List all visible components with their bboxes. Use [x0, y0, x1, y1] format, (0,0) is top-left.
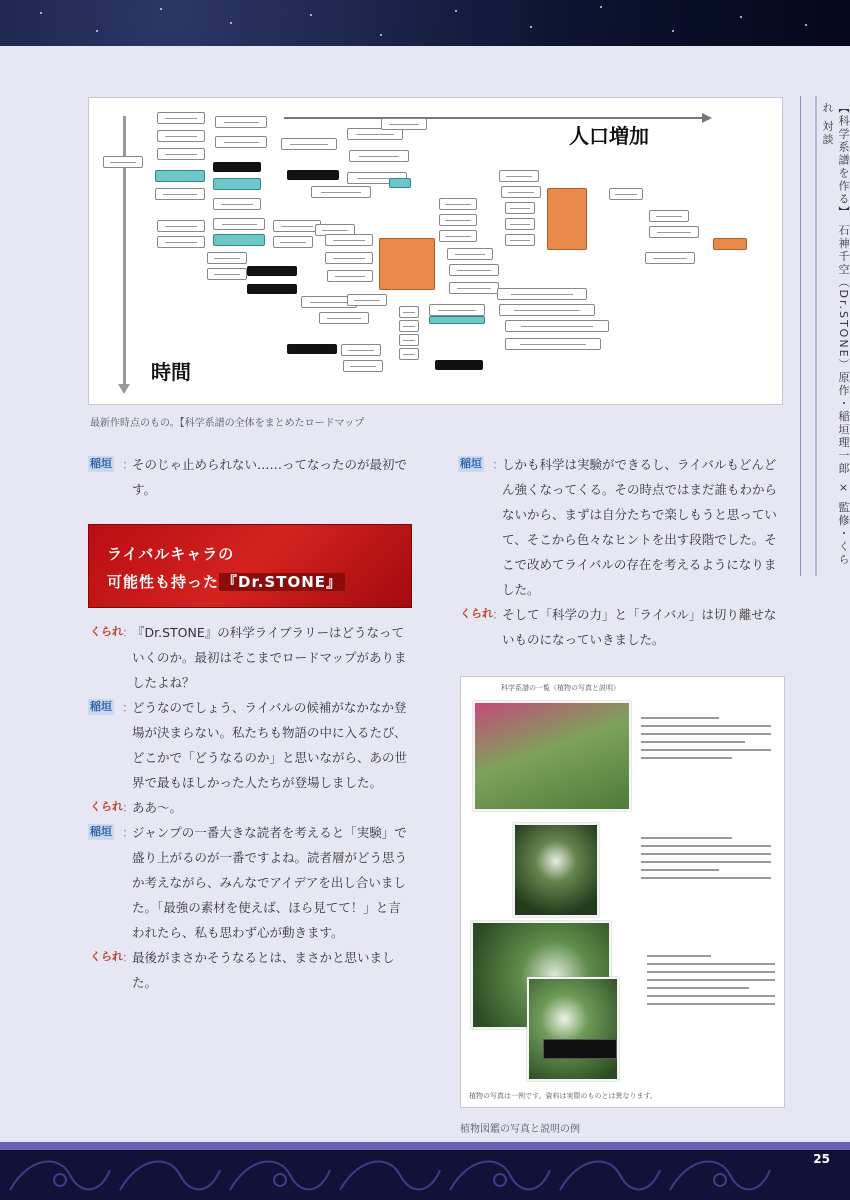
dialog-line: 稲垣 ： そのじゃ止められない……ってなったのが最初です。	[90, 457, 408, 497]
map-node	[505, 338, 601, 350]
dialog-left-top	[88, 452, 412, 502]
footer-band	[0, 1142, 850, 1200]
roadmap-figure	[88, 97, 783, 405]
vertical-side-tab	[800, 96, 850, 576]
vertical-tab-text: 【科学系譜を作る】 石神千空（Dr.STONE）原作・稲垣理一郎 × 監修・くられ 対談	[819, 102, 850, 576]
map-node	[447, 248, 493, 260]
speaker-label: くられ	[90, 950, 123, 963]
map-node	[381, 118, 427, 130]
map-node	[439, 214, 477, 226]
map-node	[213, 198, 261, 210]
heading-line-2	[107, 571, 345, 592]
map-node	[501, 186, 541, 198]
map-node	[311, 186, 371, 198]
dialog-left-bottom	[88, 620, 412, 995]
map-node	[213, 218, 265, 230]
map-node	[439, 230, 477, 242]
map-node	[449, 264, 499, 276]
dialog-line: 稲垣 ： しかも科学は実験ができるし、ライバルもどんどん強くなってくる。その時点ではまだ誰もわからないから、まずは自分たちで楽しもうと思っていて、そこから色々なヒントを出す段階でした。そこで改めてライバルの存在を考えるようになりました。	[460, 457, 778, 597]
map-node	[499, 170, 539, 182]
dialog-text: どうなのでしょう、ライバルの候補がなかなか登場が決まらない。私たちも物語の中に入るたび、どこかで「どうなるのか」と思いながら、あの世界で最もほしかった人たちが登場しました。	[132, 700, 408, 790]
map-node	[399, 334, 419, 346]
map-node	[103, 156, 143, 168]
dialog-right	[458, 452, 784, 652]
speaker-label: 稲垣	[90, 700, 112, 713]
dialog-line: 稲垣 ： ジャンプの一番大きな読者を考えると「実験」で盛り上がるのが一番ですよね。読者層がどう思うか考えながら、みんなでアイデアを出し合いました。「最強の素材を使えば、ほら見てて！」と言われたら、私も思わず心が動きます。	[90, 825, 408, 940]
map-node	[645, 252, 695, 264]
dialog-line: くられ ： そして「科学の力」と「ライバル」は切り離せないものになっていきました。	[460, 607, 777, 647]
description-text-block	[641, 837, 771, 885]
map-node	[499, 304, 595, 316]
map-node	[327, 270, 373, 282]
map-node-highlight	[213, 178, 261, 190]
map-node	[497, 288, 587, 300]
dialog-text: しかも科学は実験ができるし、ライバルもどんどん強くなってくる。その時点ではまだ誰もわからないから、まずは自分たちで楽しもうと思っていて、そこから色々なヒントを出す段階でした。そこで改めてライバルの存在を考えるようになりました。	[502, 457, 778, 597]
heading-line-1: ライバルキャラの	[107, 545, 235, 563]
speaker-label: 稲垣	[90, 825, 112, 838]
speaker-label: くられ	[90, 800, 123, 813]
population-axis-arrow	[284, 117, 704, 119]
map-node	[325, 252, 373, 264]
map-node-dark	[213, 162, 261, 172]
speaker-label: 稲垣	[460, 457, 482, 470]
map-node	[207, 268, 247, 280]
map-node	[505, 234, 535, 246]
map-node	[273, 236, 313, 248]
map-node	[215, 136, 267, 148]
photo-box-footnote: 植物の写真は一例です。資料は実際のものとは異なります。	[469, 1092, 657, 1100]
map-node-highlight	[155, 170, 205, 182]
map-node	[399, 320, 419, 332]
map-node	[155, 188, 205, 200]
speaker-label: くられ	[460, 607, 493, 620]
population-axis-label: 人口増加	[569, 124, 649, 148]
map-node	[273, 220, 321, 232]
map-node-major	[547, 188, 587, 250]
plant-photo	[473, 701, 631, 811]
dialog-text: ジャンプの一番大きな読者を考えると「実験」で盛り上がるのが一番ですよね。読者層がどう思うか考えながら、みんなでアイデアを出し合いました。「最強の素材を使えば、ほら見てて！」と言われたら、私も思わず心が動きます。	[132, 825, 408, 940]
speaker-label: 稲垣	[90, 457, 112, 470]
map-node-dark	[287, 170, 339, 180]
photo-box-title: 科学系譜の一覧（植物の写真と説明）	[501, 684, 620, 692]
plant-photo	[527, 977, 619, 1081]
map-node	[429, 304, 485, 316]
map-node-dark	[247, 266, 297, 276]
map-node	[449, 282, 499, 294]
dialog-text: そして「科学の力」と「ライバル」は切り離せないものになっていきました。	[502, 607, 777, 647]
map-node-dark	[435, 360, 483, 370]
map-node	[157, 236, 205, 248]
dialog-line: くられ ： ああ〜。	[90, 800, 183, 815]
section-heading	[88, 524, 412, 608]
dialog-line: くられ ： 最後がまさかそうなるとは、まさかと思いました。	[90, 950, 395, 990]
photo-caption: 植物図鑑の写真と説明の例	[460, 1124, 580, 1135]
map-node-highlight	[213, 234, 265, 246]
map-node	[319, 312, 369, 324]
dialog-line: くられ ： 『Dr.STONE』の科学ライブラリーはどうなっていくのか。最初はそこまでロードマップがありましたよね？	[90, 625, 407, 690]
time-axis-label: 時間	[151, 360, 191, 384]
dialog-text: そのじゃ止められない……ってなったのが最初です。	[132, 457, 408, 497]
speaker-label: くられ	[90, 625, 123, 638]
map-node	[281, 138, 337, 150]
map-node	[399, 306, 419, 318]
map-node	[399, 348, 419, 360]
description-text-block	[641, 717, 771, 765]
map-node	[207, 252, 247, 264]
map-node-dark	[247, 284, 297, 294]
header-band	[0, 0, 850, 46]
map-node-major	[713, 238, 747, 250]
map-node	[157, 148, 205, 160]
map-node	[157, 112, 205, 124]
roadmap-caption: 最新作時点のもの。【科学系譜の全体をまとめたロードマップ	[90, 418, 365, 429]
map-node	[343, 360, 383, 372]
heading-line-2-pre: 可能性も持った	[107, 573, 220, 591]
dialog-text: 『Dr.STONE』の科学ライブラリーはどうなっていくのか。最初はそこまでロードマップがありましたよね？	[132, 625, 407, 690]
map-node	[505, 218, 535, 230]
map-node	[157, 220, 205, 232]
ornament-swirls	[0, 1150, 850, 1200]
dialog-text: 最後がまさかそうなるとは、まさかと思いました。	[132, 950, 395, 990]
map-node	[649, 210, 689, 222]
map-node-highlight	[429, 316, 485, 324]
map-node	[349, 150, 409, 162]
map-node	[439, 198, 477, 210]
heading-line-2-highlight: 『Dr.STONE』	[219, 573, 345, 591]
photo-label-sticker	[543, 1039, 617, 1059]
page-number: 25	[813, 1152, 830, 1166]
map-node	[347, 294, 387, 306]
map-node-dark	[287, 344, 337, 354]
map-node-major	[379, 238, 435, 290]
plant-photo	[513, 823, 599, 917]
description-text-block	[647, 955, 775, 1011]
map-node	[505, 202, 535, 214]
map-node-highlight	[389, 178, 411, 188]
map-node	[649, 226, 699, 238]
dialog-text: ああ〜。	[132, 800, 183, 815]
map-node	[609, 188, 643, 200]
map-node	[505, 320, 609, 332]
map-node	[325, 234, 373, 246]
map-node	[157, 130, 205, 142]
map-node	[215, 116, 267, 128]
plant-photo-box	[460, 676, 785, 1108]
map-node	[341, 344, 381, 356]
dialog-line: 稲垣 ： どうなのでしょう、ライバルの候補がなかなか登場が決まらない。私たちも物語の中に入るたび、どこかで「どうなるのか」と思いながら、あの世界で最もほしかった人たちが登場しました。	[90, 700, 408, 790]
